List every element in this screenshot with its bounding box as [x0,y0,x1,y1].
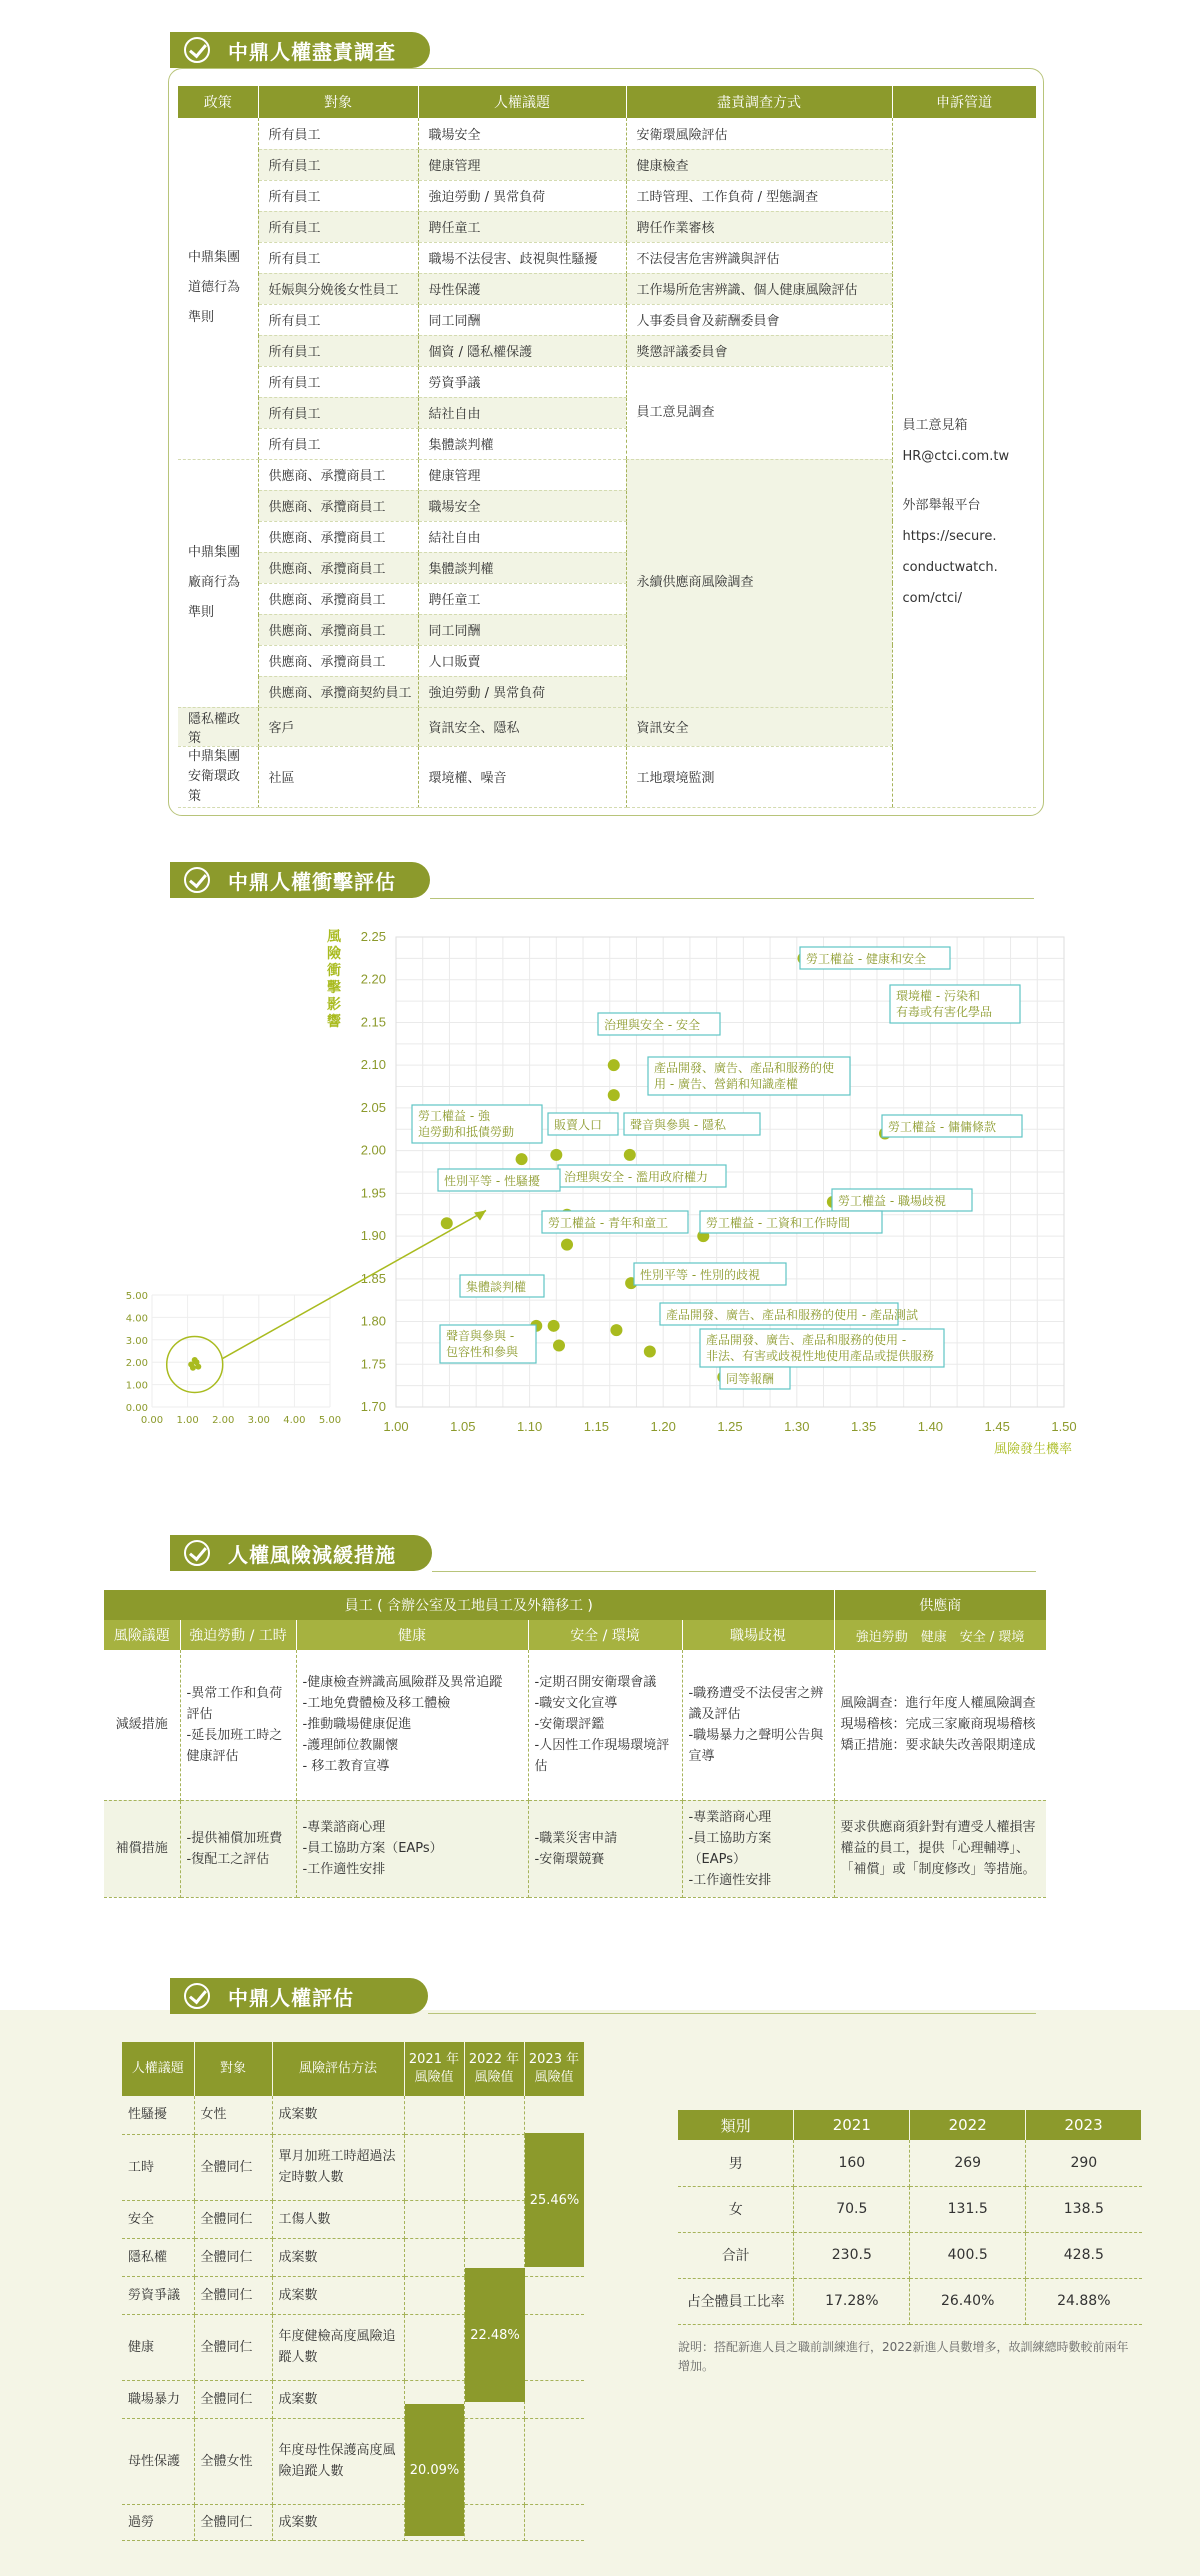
y-tick-label: 1.70 [360,1399,386,1414]
x-tick-label: 1.00 [383,1419,409,1434]
policy-cell: 中鼎集團廠商行為準則 [178,459,258,707]
y-axis-label: 擊 [327,980,341,996]
y-axis-label: 影 [327,997,341,1013]
y-axis-label: 險 [327,946,341,962]
inset-y-tick: 5.00 [125,1291,148,1302]
method-cell: 成案數 [272,2276,404,2314]
stats-col-header: 2023 [1026,2110,1142,2140]
col-2022: 2022 年風險值 [464,2042,524,2096]
section3-rule [432,1571,1036,1572]
inset-x-tick: 5.00 [318,1415,342,1426]
issue-cell: 人口販賣 [418,645,626,676]
method-cell: 工時管理、工作負荷 / 型態調查 [626,180,892,211]
stats-cell: 男 [678,2140,794,2186]
target-cell: 全體女性 [194,2418,272,2504]
risk-bar-2022: 22.48% [465,2268,525,2402]
issue-cell: 健康管理 [418,459,626,490]
point-label: 環境權 - 污染和 [896,989,980,1003]
method-cell: 健康檢查 [626,149,892,180]
issue-cell: 職場不法侵害、歧視與性騷擾 [418,242,626,273]
point-label: 有毒或有害化學品 [896,1005,993,1019]
method-cell: 年度母性保護高度風險追蹤人數 [272,2418,404,2504]
target-cell: 所有員工 [258,335,418,366]
x-tick-label: 1.40 [917,1419,944,1434]
issue-cell: 隱私權 [122,2238,194,2276]
risk-2021-cell [404,2276,464,2314]
table-row [678,2140,1142,2186]
data-point [550,1149,562,1161]
risk-2021-cell [404,2134,464,2200]
point-label: 集體談判權 [466,1280,527,1294]
target-cell: 所有員工 [258,180,418,211]
y-tick-label: 2.05 [360,1099,386,1115]
y-tick-label: 1.85 [360,1270,386,1286]
col-supplier: 強迫勞動 健康 安全 / 環境 [834,1620,1046,1650]
section3-title [170,1535,432,1571]
risk-2023-cell [524,2276,584,2314]
cell-supplier: 風險調查：進行年度人權風險調查 現場稽核：完成三家廠商現場稽核 矯正措施：要求缺失改善限期達成 [834,1650,1046,1800]
issue-cell: 安全 [122,2200,194,2238]
col-health: 健康 [296,1620,528,1650]
target-cell: 全體同仁 [194,2380,272,2418]
inset-y-tick: 0.00 [125,1403,148,1414]
compensation-row [104,1800,1046,1897]
stats-cell: 428.5 [1026,2232,1142,2278]
x-tick-label: 1.30 [784,1419,810,1434]
data-point [561,1239,573,1251]
target-cell: 社區 [258,746,418,807]
stats-note: 說明：搭配新進人員之職前訓練進行，2022新進人員數增多，故訓練總時數較前兩年增加。 [678,2340,1129,2373]
point-label: 迫勞動和抵債勞動 [418,1125,515,1139]
point-label: 非法、有害或歧視性地使用產品或提供服務 [706,1349,935,1363]
risk-2023-cell [524,2314,584,2380]
stats-cell: 26.40% [910,2278,1026,2324]
col-target: 對象 [194,2042,272,2096]
issue-cell: 聘任童工 [418,211,626,242]
point-label: 勞工權益 - 職場歧視 [838,1194,946,1208]
point-label: 同等報酬 [726,1372,775,1386]
inset-x-tick: 2.00 [212,1415,235,1426]
method-cell: 安衛環風險評估 [626,118,892,149]
stats-cell: 290 [1026,2140,1142,2186]
section4-title [170,1978,428,2014]
target-cell: 所有員工 [258,428,418,459]
risk-2023-cell [524,2096,584,2134]
y-axis-label: 風 [327,929,341,945]
col-2021: 2021 年風險值 [404,2042,464,2096]
policy-cell: 隱私權政策 [178,707,258,746]
issue-cell: 個資 / 隱私權保護 [418,335,626,366]
x-tick-label: 1.10 [516,1419,543,1434]
target-cell: 全體同仁 [194,2238,272,2276]
y-tick-label: 2.25 [360,929,386,944]
col-forced-labor: 強迫勞動 / 工時 [180,1620,296,1650]
point-label: 性別平等 - 性別的歧視 [640,1268,760,1282]
col-header-grievance: 申訴管道 [892,86,1036,118]
stats-cell: 24.88% [1026,2278,1142,2324]
issue-cell: 勞資爭議 [418,366,626,397]
target-cell: 客戶 [258,707,418,746]
assessment-header-row [122,2042,584,2096]
inset-point [190,1365,196,1371]
table-row [122,2200,584,2238]
method-cell: 成案數 [272,2504,404,2540]
issue-cell: 健康管理 [418,149,626,180]
table-row [678,2232,1142,2278]
stats-header-row [678,2110,1142,2140]
inset-y-tick: 1.00 [125,1380,148,1392]
stats-col-header: 2022 [910,2110,1026,2140]
target-cell: 所有員工 [258,211,418,242]
issue-cell: 聘任童工 [418,583,626,614]
target-cell: 供應商、承攬商契約員工 [258,676,418,707]
target-cell: 供應商、承攬商員工 [258,521,418,552]
stats-cell: 70.5 [794,2186,910,2232]
x-tick-label: 1.25 [717,1419,743,1434]
cell-safety: -職業災害申請 -安衛環競賽 [528,1800,682,1897]
col-header-issue: 人權議題 [418,86,626,118]
row-label: 減緩措施 [104,1650,180,1800]
col-discrimination: 職場歧視 [682,1620,834,1650]
target-cell: 所有員工 [258,149,418,180]
risk-bar-2021: 20.09% [405,2404,464,2536]
method-cell: 成案數 [272,2096,404,2134]
target-cell: 全體同仁 [194,2134,272,2200]
target-cell: 供應商、承攬商員工 [258,583,418,614]
mitigation-table [104,1590,1047,1898]
issue-cell: 環境權、噪音 [418,746,626,807]
issue-cell: 集體談判權 [418,552,626,583]
policy-cell: 中鼎集團安衛環政策 [178,746,258,807]
target-cell: 所有員工 [258,366,418,397]
data-point [516,1153,528,1165]
issue-cell: 職場安全 [418,490,626,521]
y-tick-label: 1.95 [360,1185,386,1201]
risk-2021-cell [404,2238,464,2276]
x-tick-label: 1.50 [1051,1419,1077,1434]
data-point [548,1320,560,1332]
data-point [610,1324,622,1336]
table-row [122,2504,584,2540]
point-label: 產品開發、廣告、產品和服務的使 [654,1061,835,1075]
section2-rule [430,898,1034,899]
check-circle-icon [184,1540,210,1566]
grievance-email-link[interactable]: HR@ctci.com.tw [902,449,1010,464]
group-employee: 員工 ( 含辦公室及工地員工及外籍移工 ) [104,1590,834,1620]
data-point [624,1149,636,1161]
grievance-url-link[interactable]: https://secure. [902,529,997,544]
x-tick-label: 1.35 [850,1419,877,1434]
x-tick-label: 1.15 [583,1419,610,1434]
y-tick-label: 1.80 [360,1313,386,1329]
target-cell: 所有員工 [258,397,418,428]
method-cell: 不法侵害危害辨識與評估 [626,242,892,273]
point-label: 販賣人口 [554,1118,603,1132]
col-2023: 2023 年風險值 [524,2042,584,2096]
stats-col-header: 2021 [794,2110,910,2140]
check-circle-icon [184,1983,210,2009]
target-cell: 供應商、承攬商員工 [258,552,418,583]
section3-title-text: 人權風險減緩措施 [228,1542,396,1567]
section4-rule [428,2013,1036,2014]
table-row [178,118,1036,149]
target-cell: 全體同仁 [194,2504,272,2540]
issue-cell: 強迫勞動 / 異常負荷 [418,676,626,707]
issue-cell: 勞資爭議 [122,2276,194,2314]
stats-cell: 合計 [678,2232,794,2278]
inset-x-tick: 4.00 [283,1415,306,1426]
table-row [122,2418,584,2504]
data-point [441,1217,453,1229]
method-cell: 工傷人數 [272,2200,404,2238]
point-label: 產品開發、廣告、產品和服務的使用 - 產品測試 [666,1308,918,1322]
row-label: 補償措施 [104,1800,180,1897]
cell-supplier: 要求供應商須針對有遭受人權損害權益的員工，提供「心理輔導」、「補償」或「制度修改」等措施。 [834,1800,1046,1897]
impact-scatter-chart [120,905,1080,1475]
col-issue: 人權議題 [122,2042,194,2096]
mitigation-row [104,1650,1046,1800]
point-label: 勞工權益 - 青年和童工 [548,1216,668,1230]
target-cell: 妊娠與分娩後女性員工 [258,273,418,304]
y-tick-label: 2.00 [360,1142,386,1158]
target-cell: 供應商、承攬商員工 [258,645,418,676]
risk-2023-cell [524,2418,584,2504]
inset-point [194,1359,200,1365]
y-tick-label: 2.15 [360,1014,386,1030]
col-risk-issue: 風險議題 [104,1620,180,1650]
issue-cell: 職場安全 [418,118,626,149]
y-tick-label: 2.20 [360,971,386,987]
target-cell: 所有員工 [258,304,418,335]
target-cell: 全體同仁 [194,2200,272,2238]
table-row [122,2134,584,2200]
issue-cell: 過勞 [122,2504,194,2540]
col-header-policy: 政策 [178,86,258,118]
point-label: 勞工權益 - 健康和安全 [806,952,926,966]
x-tick-label: 1.05 [450,1419,476,1434]
issue-cell: 結社自由 [418,521,626,552]
stats-cell: 400.5 [910,2232,1026,2278]
point-label: 產品開發、廣告、產品和服務的使用 - [706,1333,907,1347]
issue-cell: 母性保護 [122,2418,194,2504]
group-supplier: 供應商 [834,1590,1046,1620]
issue-cell: 強迫勞動 / 異常負荷 [418,180,626,211]
risk-2021-cell [404,2200,464,2238]
risk-2021-cell [404,2314,464,2380]
inset-y-tick: 3.00 [125,1335,148,1347]
y-tick-label: 1.90 [360,1228,386,1244]
mitigation-header-row [104,1620,1046,1650]
target-cell: 所有員工 [258,118,418,149]
issue-cell: 工時 [122,2134,194,2200]
risk-2023-cell [524,2380,584,2418]
risk-bar-2023: 25.46% [525,2133,584,2267]
mitigation-group-row [104,1590,1046,1620]
risk-2022-cell [464,2200,524,2238]
method-cell: 員工意見調查 [626,366,892,459]
method-cell: 成案數 [272,2380,404,2418]
point-label: 聲音與參與 - 隱私 [630,1118,726,1132]
col-safety: 安全 / 環境 [528,1620,682,1650]
section1-title [170,32,430,68]
issue-cell: 性騷擾 [122,2096,194,2134]
risk-2022-cell [464,2418,524,2504]
y-tick-label: 2.10 [360,1057,386,1073]
point-label: 性別平等 - 性騷擾 [444,1174,540,1188]
inset-y-tick: 2.00 [125,1358,148,1370]
target-cell: 供應商、承攬商員工 [258,614,418,645]
inset-x-tick: 3.00 [247,1415,270,1426]
point-label: 勞工權益 - 強 [418,1109,490,1123]
issue-cell: 資訊安全、隱私 [418,707,626,746]
target-cell: 供應商、承攬商員工 [258,490,418,521]
training-stats-table [678,2110,1142,2325]
data-point [644,1345,656,1357]
inset-y-tick: 4.00 [125,1313,148,1325]
risk-2022-cell [464,2134,524,2200]
target-cell: 全體同仁 [194,2314,272,2380]
method-cell: 年度健檢高度風險追蹤人數 [272,2314,404,2380]
table-row [122,2096,584,2134]
x-axis-label: 風險發生機率 [993,1442,1072,1457]
cell-health: -健康檢查辨識高風險群及異常追蹤 -工地免費體檢及移工體檢 -推動職場健康促進 -護理師位教關懷 - 移工教育宣導 [296,1650,528,1800]
grievance-line: 外部舉報平台 [902,498,981,513]
stats-cell: 138.5 [1026,2186,1142,2232]
policy-cell: 中鼎集團道德行為準則 [178,118,258,459]
issue-cell: 健康 [122,2314,194,2380]
risk-2022-cell [464,2096,524,2134]
method-cell: 工地環境監測 [626,746,892,807]
point-label: 聲音與參與 - [446,1329,515,1343]
stats-cell: 占全體員工比率 [678,2278,794,2324]
data-point [553,1339,565,1351]
point-label: 包容性和參與 [446,1345,519,1359]
x-tick-label: 1.20 [650,1419,676,1434]
check-circle-icon [184,37,210,63]
cell-health: -專業諮商心理 -員工協助方案（EAPs） -工作適性安排 [296,1800,528,1897]
risk-2021-cell [404,2096,464,2134]
check-circle-icon [184,867,210,893]
section2-title [170,862,430,898]
method-cell: 成案數 [272,2238,404,2276]
method-cell: 資訊安全 [626,707,892,746]
inset-x-tick: 1.00 [176,1415,199,1426]
table-row [678,2278,1142,2324]
risk-2022-cell [464,2504,524,2540]
stats-col-header: 類別 [678,2110,794,2140]
issue-cell: 結社自由 [418,397,626,428]
section2-title-text: 中鼎人權衝擊評估 [228,869,396,894]
issue-cell: 母性保護 [418,273,626,304]
due-diligence-table [178,86,1037,808]
section4-title-text: 中鼎人權評估 [228,1985,354,2010]
method-cell: 工作場所危害辨識、個人健康風險評估 [626,273,892,304]
method-cell: 獎懲評議委員會 [626,335,892,366]
target-cell: 供應商、承攬商員工 [258,459,418,490]
table-row [678,2186,1142,2232]
risk-2023-cell [524,2504,584,2540]
issue-cell: 職場暴力 [122,2380,194,2418]
method-cell: 人事委員會及薪酬委員會 [626,304,892,335]
grievance-line: 員工意見箱 [902,418,968,433]
data-point [608,1089,620,1101]
issue-cell: 同工同酬 [418,614,626,645]
method-cell: 聘任作業審核 [626,211,892,242]
cell-discrimination: -職務遭受不法侵害之辨識及評估 -職場暴力之聲明公告與宣導 [682,1650,834,1800]
grievance-url-link[interactable]: conductwatch. [902,560,998,575]
stats-cell: 230.5 [794,2232,910,2278]
stats-cell: 17.28% [794,2278,910,2324]
stats-cell: 131.5 [910,2186,1026,2232]
point-label: 治理與安全 - 濫用政府權力 [564,1170,708,1184]
stats-cell: 女 [678,2186,794,2232]
grievance-cell [892,118,1036,807]
target-cell: 女性 [194,2096,272,2134]
col-method: 風險評估方法 [272,2042,404,2096]
x-tick-label: 1.45 [984,1419,1010,1434]
table-header-row [178,86,1036,118]
method-cell: 單月加班工時超過法定時數人數 [272,2134,404,2200]
grievance-url-link[interactable]: com/ctci/ [902,591,963,606]
section1-title-text: 中鼎人權盡責調查 [228,39,396,64]
target-cell: 全體同仁 [194,2276,272,2314]
target-cell: 所有員工 [258,242,418,273]
cell-forced: -提供補償加班費 -復配工之評估 [180,1800,296,1897]
cell-forced: -異常工作和負荷評估 -延長加班工時之健康評估 [180,1650,296,1800]
y-axis-label: 衝 [327,963,341,979]
point-label: 勞工權益 - 傭傭條款 [888,1120,996,1134]
stats-cell: 160 [794,2140,910,2186]
cell-safety: -定期召開安衛環會議 -職安文化宣導 -安衛環評鑑 -人因性工作現場環境評估 [528,1650,682,1800]
issue-cell: 同工同酬 [418,304,626,335]
cell-discrimination: -專業諮商心理 -員工協助方案（EAPs） -工作適性安排 [682,1800,834,1897]
point-label: 勞工權益 - 工資和工作時間 [706,1216,850,1230]
inset-x-tick: 0.00 [140,1415,164,1426]
col-header-target: 對象 [258,86,418,118]
data-point [608,1059,620,1071]
y-axis-label: 響 [327,1014,341,1030]
y-tick-label: 1.75 [360,1356,386,1372]
issue-cell: 集體談判權 [418,428,626,459]
method-cell: 永續供應商風險調查 [626,459,892,707]
point-label: 用 - 廣告、營銷和知識產權 [654,1077,798,1091]
stats-cell: 269 [910,2140,1026,2186]
point-label: 治理與安全 - 安全 [604,1018,700,1032]
col-header-method: 盡責調查方式 [626,86,892,118]
